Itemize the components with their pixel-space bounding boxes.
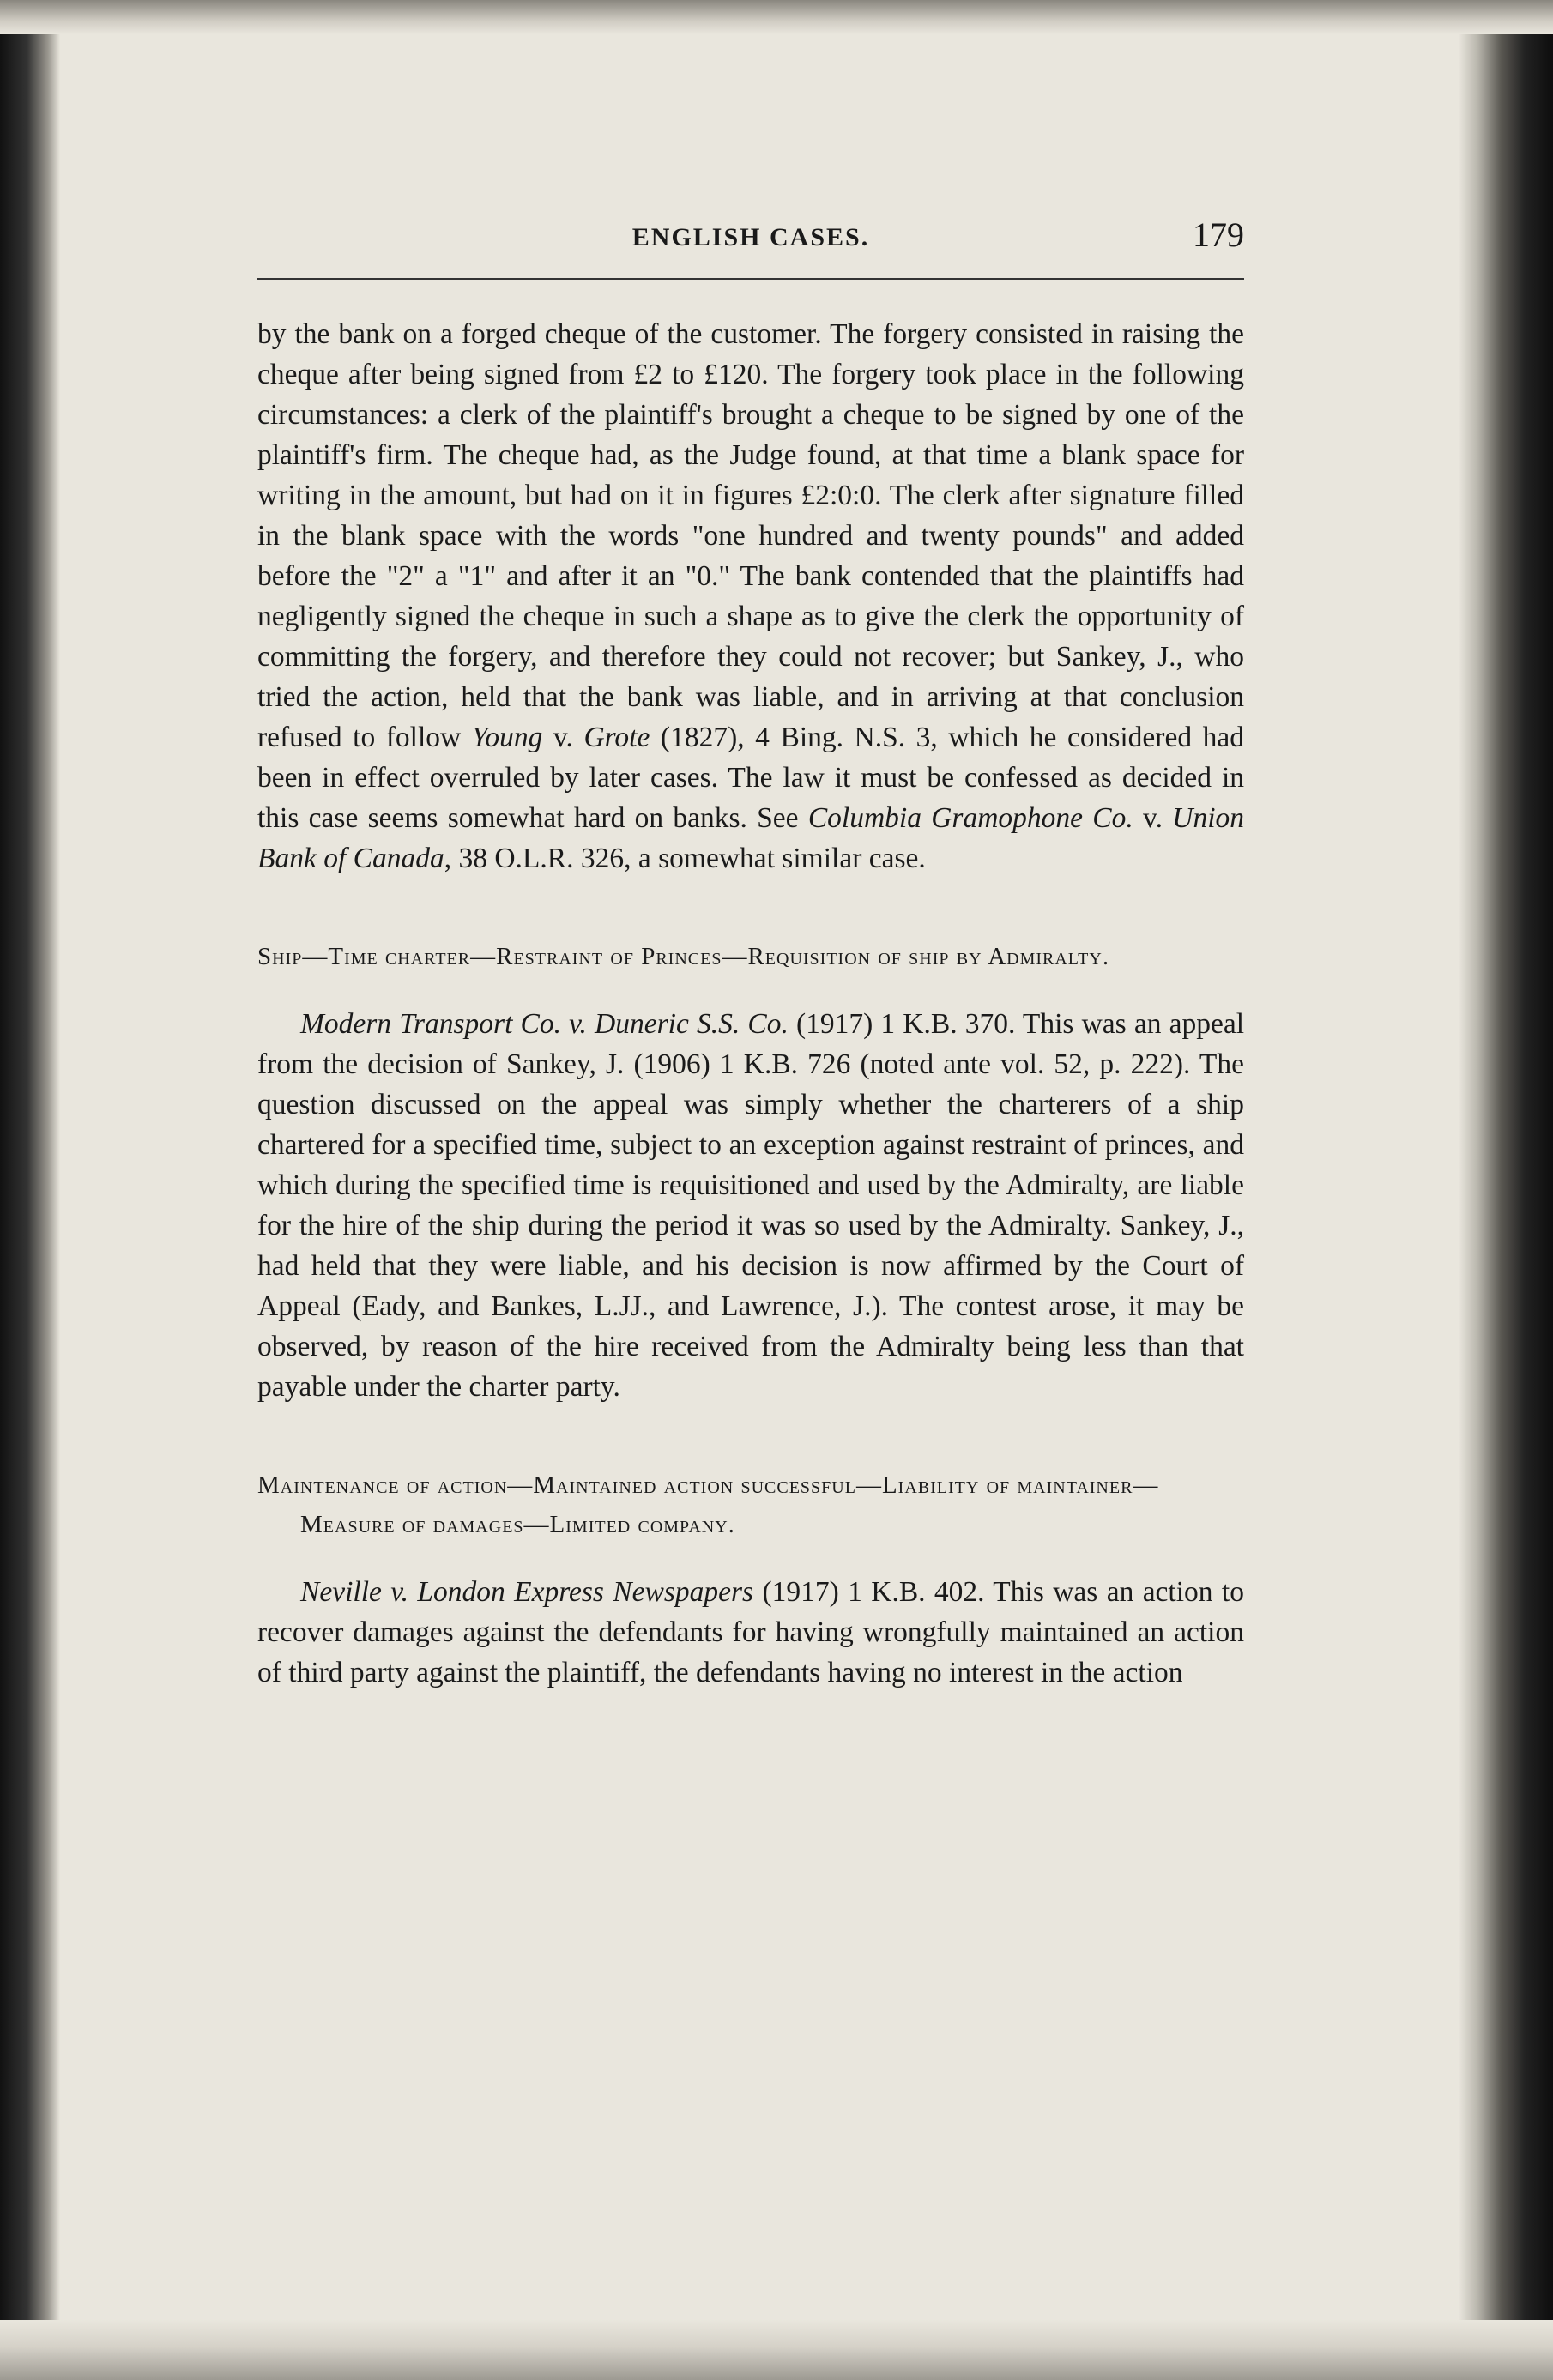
heading-text: Maintenance of action—Maintained action successful—Liability of maintainer—Measure of damages—Limited company. xyxy=(257,1471,1159,1538)
case-party: Grote xyxy=(583,722,650,753)
paragraph-text: by the bank on a forged cheque of the customer. The forgery consisted in raising the cheque after being signed from £2 to £120. The forgery took place in the following circumstances: a clerk of the plaintiff's brought a cheque to be signed by one of the plaintiff's firm. The cheque had, as the Judge found, at that time a blank space for writing in the amount, but had on it in figures £2:0:0. The clerk after signature filled in the blank space with the words "one hundred and twenty pounds" and added before the "2" a "1" and after it an "0." The bank contended that the plaintiffs had negligently signed the cheque in such a shape as to give the clerk the opportunity of committing the forgery, and therefore they could not recover; but Sankey, J., who tried the action, held that the bank was liable, and in arriving at that conclusion refused to follow xyxy=(257,318,1244,753)
page-number: 179 xyxy=(1193,215,1244,254)
case-name: Modern Transport Co. v. Duneric S.S. Co. xyxy=(300,1008,789,1040)
paragraph-modern-transport xyxy=(257,1004,1244,1407)
paragraph-text: This was an appeal from the decision of Sankey, J. (1906) 1 K.B. 726 (noted ante vol. 52, p. 222). The question discussed on the appeal was simply whether the charterers of a ship chartered for a specified time, subject to an exception against restraint of princes, and which during the specified time is requisitioned and used by the Admiralty, are liable for the hire of the ship during the period it was so used by the Admiralty. Sankey, J., had held that they were liable, and his decision is now affirmed by the Court of Appeal (Eady, and Bankes, L.JJ., and Lawrence, J.). The contest arose, it may be observed, by reason of the hire received from the Admiralty being less than that payable under the charter party. xyxy=(257,1008,1244,1403)
case-citation: (1917) 1 K.B. 370. xyxy=(788,1008,1016,1040)
case-party: Union Bank of Canada xyxy=(257,802,1244,874)
case-name: Neville v. London Express Newspapers xyxy=(300,1576,754,1608)
running-head xyxy=(257,214,1244,266)
citation-text: , 38 O.L.R. 326, a somewhat similar case. xyxy=(444,843,926,874)
versus: v. xyxy=(542,722,584,753)
paragraph-forged-cheque xyxy=(257,314,1244,879)
citation-text: (1827), 4 Bing. N.S. 3, which he considered had been in effect overruled by later cases. The law it must be confessed as decided in this case seems somewhat hard on banks. See xyxy=(257,722,1245,834)
heading-text: Ship—Time charter—Restraint of Princes—Requisition of ship by Admiralty. xyxy=(257,943,1110,970)
versus: v. xyxy=(1133,802,1173,834)
scan-edge-top xyxy=(0,0,1553,34)
scan-edge-bottom xyxy=(0,2320,1553,2380)
running-title: ENGLISH CASES. xyxy=(631,223,870,251)
case-party: Young xyxy=(471,722,543,753)
case-party: Columbia Gramophone Co. xyxy=(807,802,1133,834)
paragraph-neville xyxy=(257,1572,1244,1693)
document-page xyxy=(257,214,1244,1693)
case-citation: (1917) 1 K.B. 402. xyxy=(753,1576,985,1608)
header-rule xyxy=(257,278,1244,280)
section-heading-ship-charter xyxy=(257,937,1244,976)
section-heading-maintenance xyxy=(257,1465,1244,1544)
scan-edge-left xyxy=(0,0,60,2380)
scan-edge-right xyxy=(1459,0,1553,2380)
paragraph-text: This was an action to recover damages against the defendants for having wrongfully maintained an action of third party against the plaintiff, the defendants having no interest in the action xyxy=(257,1576,1244,1688)
